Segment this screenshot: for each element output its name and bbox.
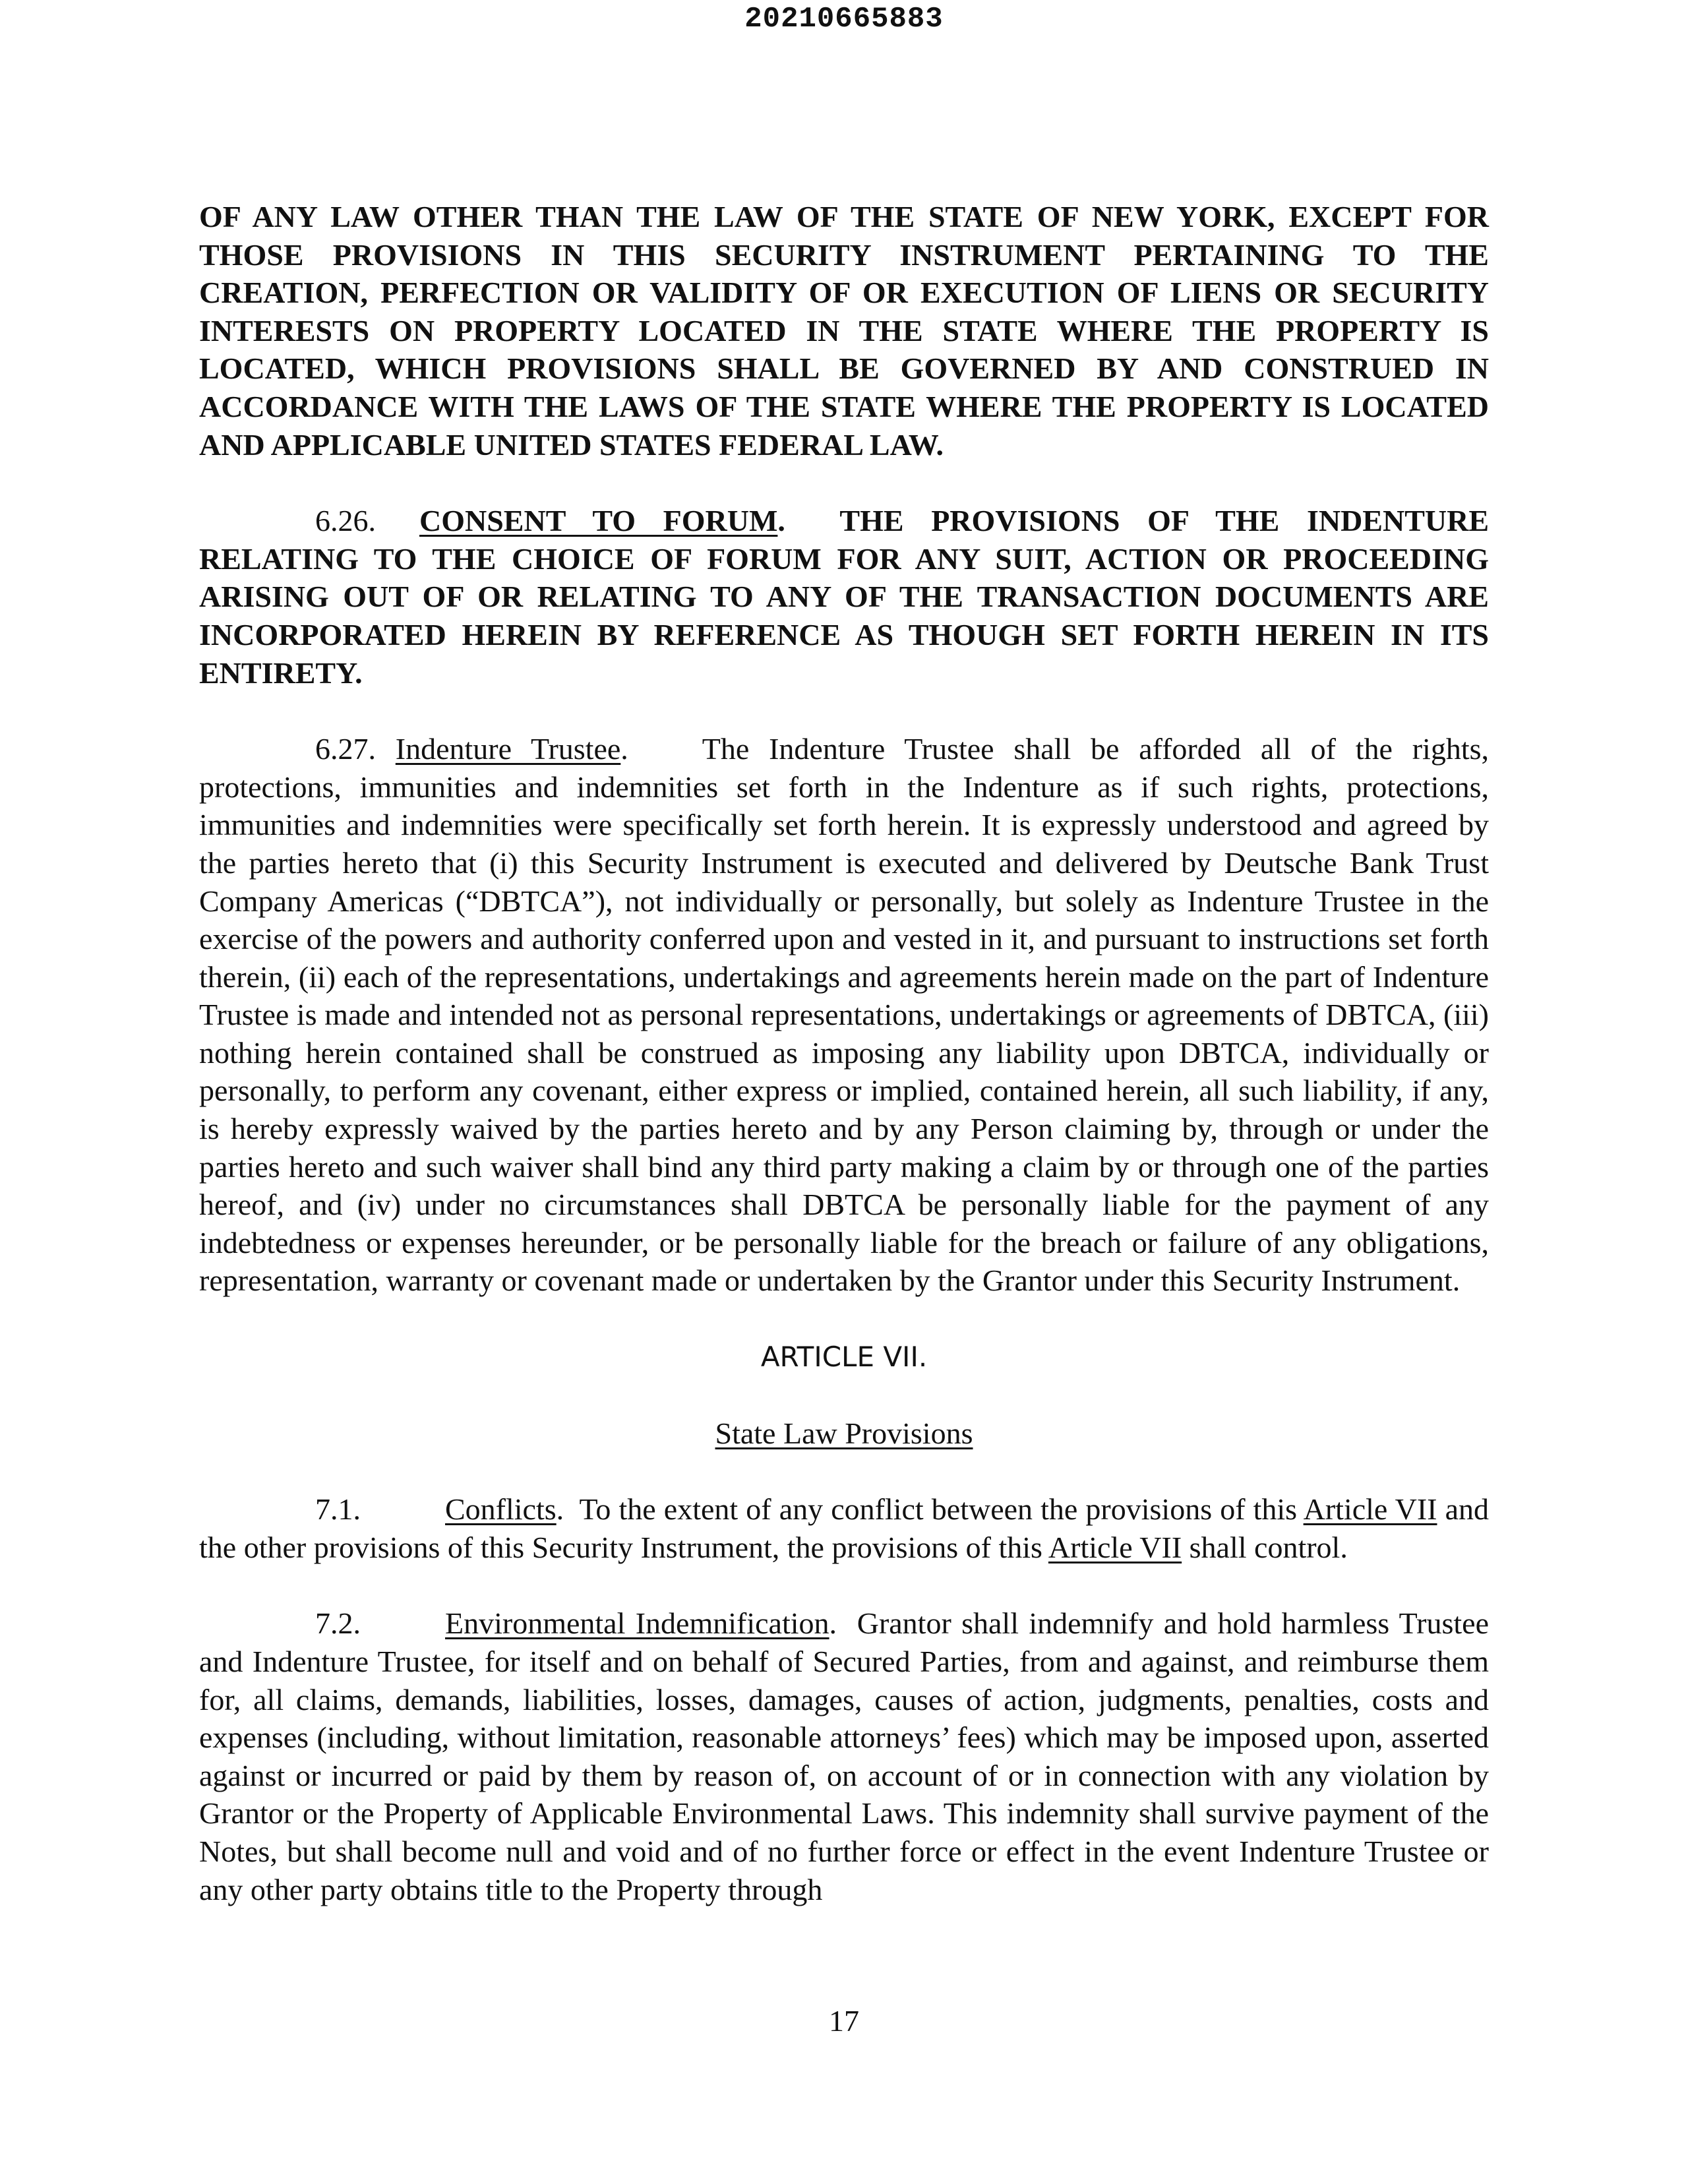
section-6-27 [199, 730, 1489, 1300]
section-title: Conflicts [445, 1492, 557, 1527]
section-number: 7.1. [315, 1492, 361, 1527]
section-title-end: . [620, 732, 628, 766]
section-text: Grantor shall indemnify and hold harmless Trustee and Indenture Trustee, for itself and on behalf of Secured Parties, from and against, and reimburse them for, all claims, demands, liabilities, losses, damages, causes of action, judgments, penalties, costs and expenses (including, without limitation, reasonable attorneys’ fees) which may be imposed upon, asserted against or incurred or paid by them by reason of, on account of or in connection with any violation by Grantor or the Property of Applicable Environmental Laws. This indemnity shall survive payment of the Notes, but shall become null and void and of no further force or effect in the event Indenture Trustee or any other party obtains title to the Property through [199, 1606, 1489, 1906]
section-text-after: shall control. [1189, 1530, 1348, 1564]
page-number: 17 [829, 2004, 859, 2038]
article-heading: ARTICLE VII. [760, 1341, 928, 1374]
section-title: CONSENT TO FORUM [419, 504, 778, 538]
section-text: THE PROVISIONS OF THE INDENTURE RELATING TO THE CHOICE OF FORUM FOR ANY SUIT, ACTION OR PROCEEDING ARISING OUT OF OR RELATING TO ANY OF THE TRANSACTION DOCUMENTS ARE INCORPORATED HEREIN BY REFERENCE AS THOUGH SET FORTH HEREIN IN ITS ENTIRETY. [199, 504, 1489, 690]
section-7-1 [199, 1490, 1489, 1566]
page-body [199, 198, 1489, 1908]
section-title: Environmental Indemnification [445, 1606, 829, 1641]
article-reference: Article VII [1048, 1530, 1182, 1564]
article-subheading [199, 1414, 1489, 1453]
governing-law-paragraph: OF ANY LAW OTHER THAN THE LAW OF THE STATE OF NEW YORK, EXCEPT FOR THOSE PROVISIONS IN THIS SECURITY INSTRUMENT PERTAINING TO THE CREATION, PERFECTION OR VALIDITY OF OR EXECUTION OF LIENS OR SECURITY INTERESTS ON PROPERTY LOCATED IN THE STATE WHERE THE PROPERTY IS LOCATED, WHICH PROVISIONS SHALL BE GOVERNED BY AND CONSTRUED IN ACCORDANCE WITH THE LAWS OF THE STATE WHERE THE PROPERTY IS LOCATED AND APPLICABLE UNITED STATES FEDERAL LAW. [199, 200, 1489, 462]
section-title: Indenture Trustee [395, 732, 621, 766]
section-number: 6.26. [315, 504, 376, 538]
document-number: 20210665883 [744, 3, 944, 36]
article-reference: Article VII [1303, 1492, 1437, 1527]
section-text-before: To the extent of any conflict between the provisions of this [579, 1492, 1298, 1527]
article-subheading-text: State Law Provisions [715, 1416, 973, 1450]
section-title-end: . [829, 1606, 837, 1641]
section-number: 7.2. [315, 1606, 361, 1641]
section-6-26 [199, 502, 1489, 692]
section-text: The Indenture Trustee shall be afforded all of the rights, protections, immunities and indemnities set forth in the Indenture as if such rights, protections, immunities and indemnities were specifically set forth herein. It is expressly understood and agreed by the parties hereto that (i) this Security Instrument is executed and delivered by Deutsche Bank Trust Company Americas (“DBTCA”), not individually or personally, but solely as Indenture Trustee in the exercise of the powers and authority conferred upon and vested in it, and pursuant to instructions set forth therein, (ii) each of the representations, undertakings and agreements herein made on the part of Indenture Trustee is made and intended not as personal representations, undertakings or agreements of DBTCA, (iii) nothing herein contained shall be construed as imposing any liability upon DBTCA, individually or personally, to perform any covenant, either express or implied, contained herein, all such liability, if any, is hereby expressly waived by the parties hereto and by any Person claiming by, through or under the parties hereto and such waiver shall bind any third party making a claim by or through one of the parties hereof, and (iv) under no circumstances shall DBTCA be personally liable for the payment of any indebtedness or expenses hereunder, or be personally liable for the breach or failure of any obligations, representation, warranty or covenant made or undertaken by the Grantor under this Security Instrument. [199, 732, 1490, 1298]
section-text-middle: and the other provisions of this Security Instrument, the provisions of this [199, 1492, 1489, 1564]
section-7-2 [199, 1604, 1489, 1908]
section-title-end: . [777, 504, 785, 538]
section-title-end: . [556, 1492, 564, 1527]
section-number: 6.27. [315, 732, 376, 766]
